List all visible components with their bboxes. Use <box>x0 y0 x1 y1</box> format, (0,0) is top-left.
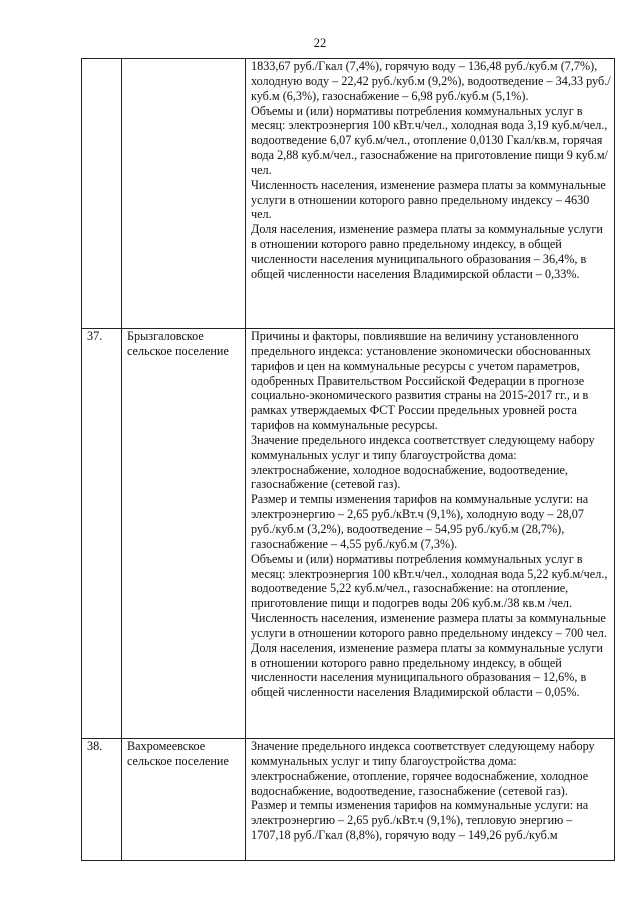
tariff-table <box>81 58 615 861</box>
settlement-name-cell: Брызгаловское сельское поселение <box>122 329 246 739</box>
paragraph: Значение предельного индекса соответствует следующему набору коммунальных услуг и типу благоустройства дома: электроснабжение, холодное водоснабжение, водоотведение, газоснабжение (сетевой газ). <box>251 432 595 492</box>
paragraph: Размер и темпы изменения тарифов на коммунальные услуги: на электроэнергию – 2,65 руб./кВт.ч (9,1%), тепловую энергию – 1707,18 руб./Гкал (8,8%), горячую воду – 149,26 руб./куб.м <box>251 798 589 843</box>
paragraph: Причины и факторы, повлиявшие на величину установленного предельного индекса: установление экономически обоснованных тарифов и цен на коммунальные ресурсы с учетом параметров, одобренных Правительством Российской Федерации в прогнозе социально-экономического развития страны на 2015-2017 гг., и в рамках утверждаемых ФСТ России предельных уровней роста тарифов на коммунальные ресурсы. <box>251 329 591 433</box>
settlement-name-cell: Вахромеевское сельское поселение <box>122 739 246 861</box>
page-number: 22 <box>313 36 327 50</box>
table-row <box>82 739 615 861</box>
row-number-cell: 38. <box>82 739 122 861</box>
paragraph: Значение предельного индекса соответствует следующему набору коммунальных услуг и типу благоустройства дома: электроснабжение, отопление, горячее водоснабжение, холодное водоснабжение, водоотведение, газоснабжение (сетевой газ). <box>251 739 595 798</box>
paragraph: 1833,67 руб./Гкал (7,4%), горячую воду – 136,48 руб./куб.м (7,7%), холодную воду – 22,42 руб./куб.м (9,2%), водоотведение – 34,33 руб./куб.м (6,3%), газоснабжение – 6,98 руб./куб.м (5,1%). <box>251 59 611 103</box>
paragraph: Доля населения, изменение размера платы за коммунальные услуги в отношении которого равно предельному индексу, в общей численности населения муниципального образования – 12,6%, в общей численности населения Владимирской области – 0,05%. <box>251 640 603 700</box>
table-body <box>82 59 615 861</box>
settlement-name-cell <box>122 59 246 329</box>
table-row <box>82 329 615 739</box>
paragraph: Доля населения, изменение размера платы за коммунальные услуги в отношении которого равно предельному индексу, в общей численности населения муниципального образования – 36,4%, в общей численности населения Владимирской области – 0,33%. <box>251 222 603 281</box>
paragraph: Объемы и (или) нормативы потребления коммунальных услуг в месяц: электроэнергия 100 кВт.ч/чел., холодная вода 3,19 куб.м/чел., водоотведение 6,07 куб.м/чел., отопление 0,0130 Гкал/кв.м, горячая вода 2,88 куб.м/чел., газоснабжение на приготовление пищи 9 куб.м/чел. <box>251 103 608 177</box>
paragraph: Численность населения, изменение размера платы за коммунальные услуги в отношении которого равно предельному индексу – 700 чел. <box>251 611 607 640</box>
row-description-cell <box>246 739 615 861</box>
row-number-cell: 37. <box>82 329 122 739</box>
row-number-cell <box>82 59 122 329</box>
paragraph: Численность населения, изменение размера платы за коммунальные услуги в отношении которого равно предельному индексу – 4630 чел. <box>251 177 606 222</box>
row-description-cell <box>246 59 615 329</box>
table-row <box>82 59 615 329</box>
paragraph: Объемы и (или) нормативы потребления коммунальных услуг в месяц: электроэнергия 100 кВт.ч/чел., холодная вода 5,22 куб.м/чел., водоотведение 5,22 куб.м/чел., газоснабжение: на отопление, приготовление пищи и подогрев воды 206 куб.м./38 кв.м /чел. <box>251 551 608 611</box>
row-description-cell <box>246 329 615 739</box>
paragraph: Размер и темпы изменения тарифов на коммунальные услуги: на электроэнергию – 2,65 руб./кВт.ч (9,1%), холодную воду – 28,07 руб./куб.м (3,2%), водоотведение – 54,95 руб./куб.м (28,7%), газоснабжение – 4,55 руб./куб.м (7,3%). <box>251 492 589 551</box>
